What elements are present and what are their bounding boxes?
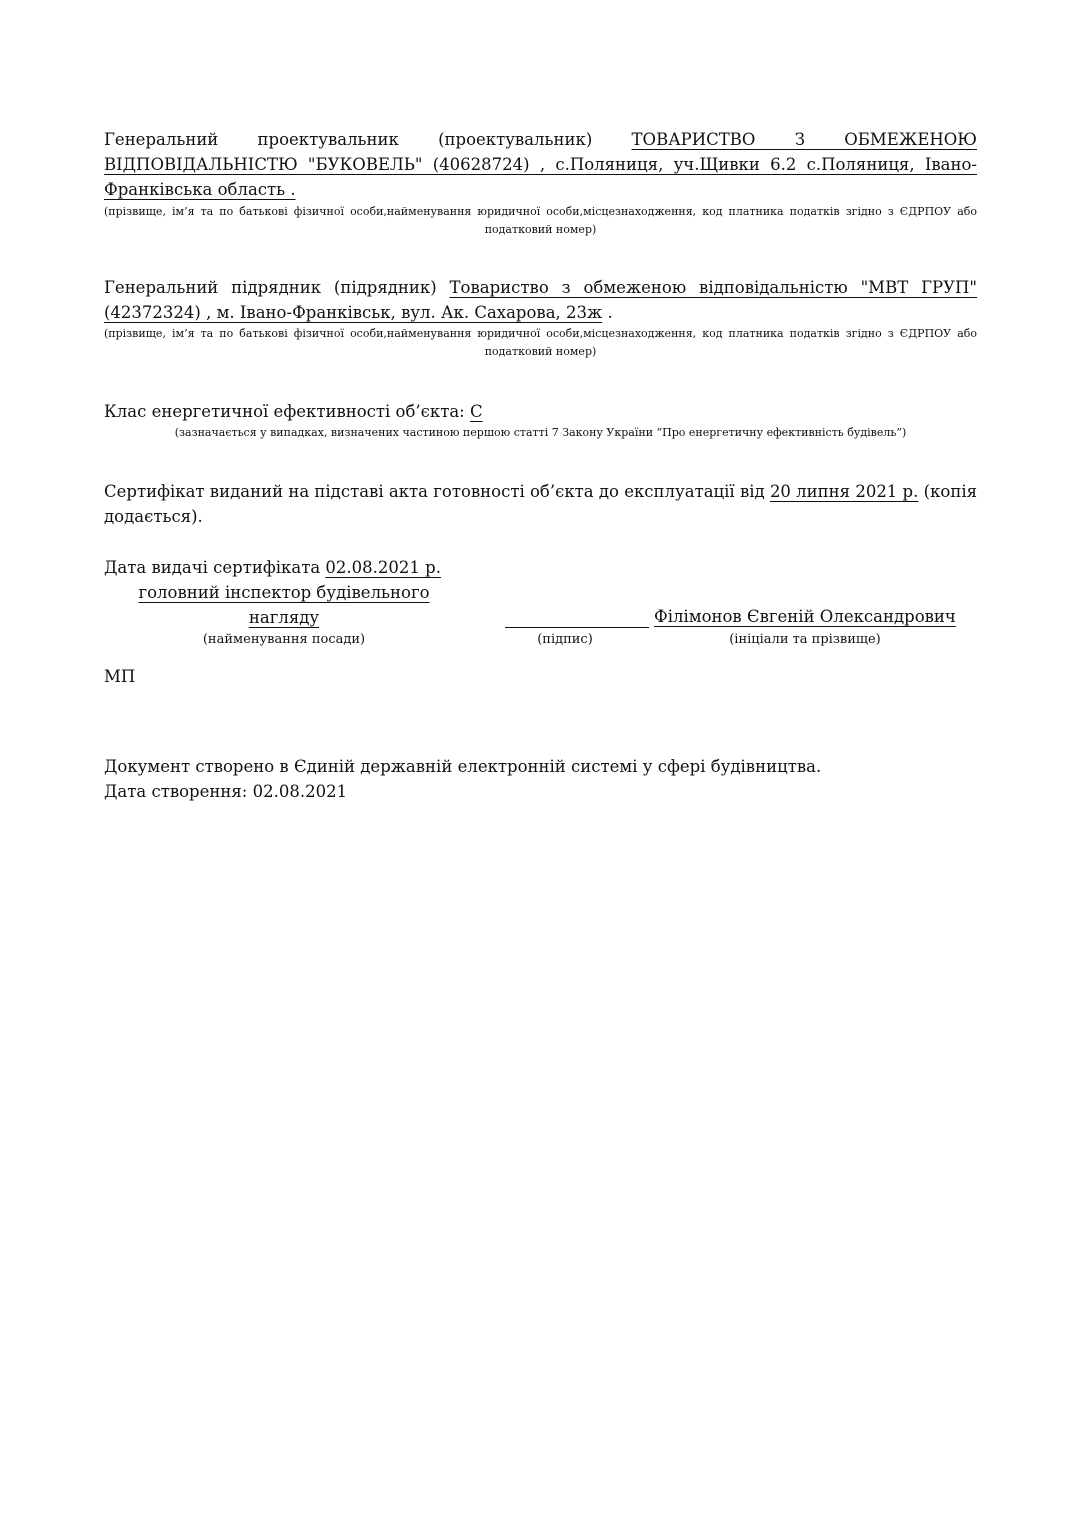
inspector-name: Філімонов Євгеній Олександрович (654, 607, 956, 626)
issue-date-value: 02.08.2021 р. (325, 558, 441, 577)
position-line-2: нагляду (248, 608, 320, 627)
contractor-paragraph (104, 275, 977, 325)
designer-label: Генеральний проектувальник (проектувальник) (104, 130, 593, 149)
signature-caption: (підпис) (537, 632, 593, 647)
position-line-1: головний інспектор будівельного (138, 583, 430, 602)
certificate-copy-note: (копія додається). (104, 482, 978, 526)
position-caption: (найменування посади) (202, 632, 366, 647)
contractor-trail: . (602, 303, 613, 322)
certificate-paragraph (104, 479, 977, 529)
designer-note: (прізвище, ім’я та по батькові фізичної особи,найменування юридичної особи,місцезнаходження, код платника податків згідно з ЄДРПОУ або податковий номер) (104, 205, 977, 236)
designer-value: ТОВАРИСТВО З ОБМЕЖЕНОЮ ВІДПОВІДАЛЬНІСТЮ "БУКОВЕЛЬ" (40628724) , с.Поляниця, уч.Щивки 6.2 с.Поляниця, Івано-Франківська область . (104, 130, 977, 199)
certificate-text: Сертифікат виданий на підставі акта готовності об’єкта до експлуатації від (104, 482, 770, 501)
footer-system-note: Документ створено в Єдиній державній електронній системі у сфері будівництва. (104, 757, 822, 776)
contractor-note: (прізвище, ім’я та по батькові фізичної особи,найменування юридичної особи,місцезнаходження, код платника податків згідно з ЄДРПОУ або податковий номер) (104, 327, 977, 358)
position-title (104, 580, 464, 630)
inspector-name-line (654, 604, 964, 629)
issue-date-label: Дата видачі сертифіката (104, 558, 326, 577)
footer-creation-date: Дата створення: 02.08.2021 (104, 782, 348, 801)
signature-line (505, 627, 649, 628)
contractor-value: Товариство з обмеженою відповідальністю "МВТ ГРУП" (42372324) , м. Івано-Франківськ, вул. Ак. Сахарова, 23ж (104, 278, 978, 322)
certificate-act-date: 20 липня 2021 р. (769, 482, 919, 501)
contractor-label: Генеральний підрядник (підрядник) (104, 278, 437, 297)
inspector-name-caption: (ініціали та прізвище) (729, 632, 881, 647)
energy-class-label: Клас енергетичної ефективності об’єкта: (104, 402, 470, 421)
stamp-placeholder: МП (104, 667, 136, 686)
energy-class-value: С (470, 402, 483, 421)
energy-class-note: (зазначається у випадках, визначених частиною першою статті 7 Закону України “Про енергетичну ефективність будівель”) (174, 426, 907, 439)
energy-class-line (104, 399, 977, 424)
designer-paragraph (104, 127, 977, 202)
issue-date-line (104, 555, 977, 580)
